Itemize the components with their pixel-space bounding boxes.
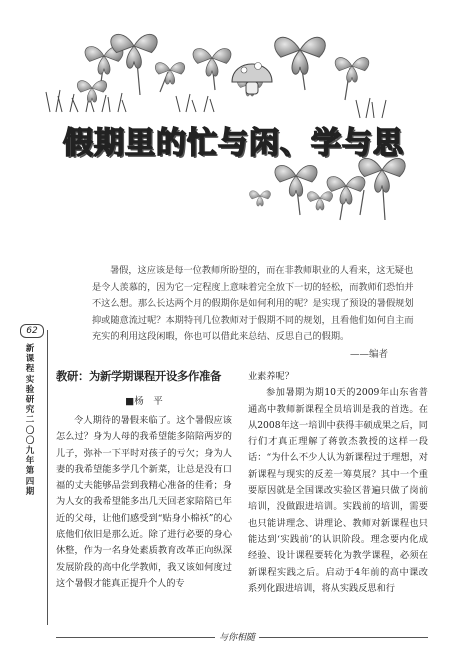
article-paragraph: 参加暑期为期10天的2009年山东省普通高中教师新课程全员培训是我的首选。在从2008年这一培训中获得丰硕成果之后，同行们才真正理解了蒋敦杰教授的这样一段话：“为什么不少人认为新课程过于理想，对新课程与现实的反差一筹莫展？其中一个重要原因就是全国课改实验区普遍只做了岗前培训，没做跟进培训。实践前的培训，需要也只能讲理念、讲理论、教师对新课程也只能达到‘实践前’的认识阶段。理念要内化成经验、设计课程要转化为教学课程，必须在新课程实践之后。启动于4年前的高中课改系列化跟进培训，将从实践反思和行 xyxy=(248,387,428,594)
article-right-column xyxy=(248,369,428,597)
editor-signature: ——编者 xyxy=(350,349,389,360)
side-char: 年 xyxy=(25,456,35,467)
side-char: 二 xyxy=(25,415,35,426)
side-char: 课 xyxy=(25,354,35,365)
side-char: 〇 xyxy=(25,425,35,436)
article-paragraph: 令人期待的暑假来临了。这个暑假应该怎么过？身为人母的我希望能多陪陪两岁的儿子，弥补一下平时对孩子的亏欠；身为人妻的我希望能多学几个新菜，让总是没有口福的丈夫能够品尝到我精心准备的佳肴；身为人女的我希望能多出几天回老家陪陪已年近的父母，让他们感受到“贴身小棉袄”的心底他们依旧是那么近。除了进行必要的身心休整，作为一名身处素质教育改革正向纵深发展阶段的高中化学教师，我又该如何度过这个暑假才能真正提升个人的专 xyxy=(56,415,232,589)
article-left-column xyxy=(56,368,232,592)
side-char: 期 xyxy=(25,486,35,497)
side-char: 研 xyxy=(25,395,35,406)
article-paragraph: 业素养呢？ xyxy=(248,371,294,382)
side-char: 九 xyxy=(25,446,35,457)
footer-label: 与你相随 xyxy=(215,630,259,643)
side-char: 程 xyxy=(25,364,35,375)
title-container xyxy=(0,118,467,162)
side-char: 四 xyxy=(25,476,35,487)
side-char: 〇 xyxy=(25,435,35,446)
header-illustration xyxy=(0,0,467,232)
side-divider xyxy=(47,330,48,625)
page-title: 假期里的忙与闲、学与思 xyxy=(63,126,404,161)
side-char: 实 xyxy=(25,374,35,385)
journal-side-label xyxy=(17,344,43,497)
page-number: 62 xyxy=(20,324,44,338)
clover-illustration xyxy=(0,0,467,232)
side-char: 第 xyxy=(25,466,35,477)
editor-intro: 暑假，这应该是每一位教师所盼望的，而在非教师职业的人看来，这无疑也是令人羡慕的，因为它一定程度上意味着完全放下一切的轻松，而教师们恐怕并不这么想。那么长达两个月的假期你是如何利用的呢？是实现了预设的暑假规划抑或随意流过呢？本期特刊几位教师对于假期不同的规划，且看他们如何自主而充实的利用这段闲暇，你也可以借此来总结、反思自己的假期。 xyxy=(92,265,414,342)
side-char: 究 xyxy=(25,405,35,416)
side-char: 新 xyxy=(25,344,35,354)
article-title: 教研：为新学期课程开设多作准备 xyxy=(56,370,221,383)
mushroom-icon xyxy=(232,63,272,95)
side-char: 验 xyxy=(25,384,35,395)
article-author: ■杨 平 xyxy=(125,396,163,407)
